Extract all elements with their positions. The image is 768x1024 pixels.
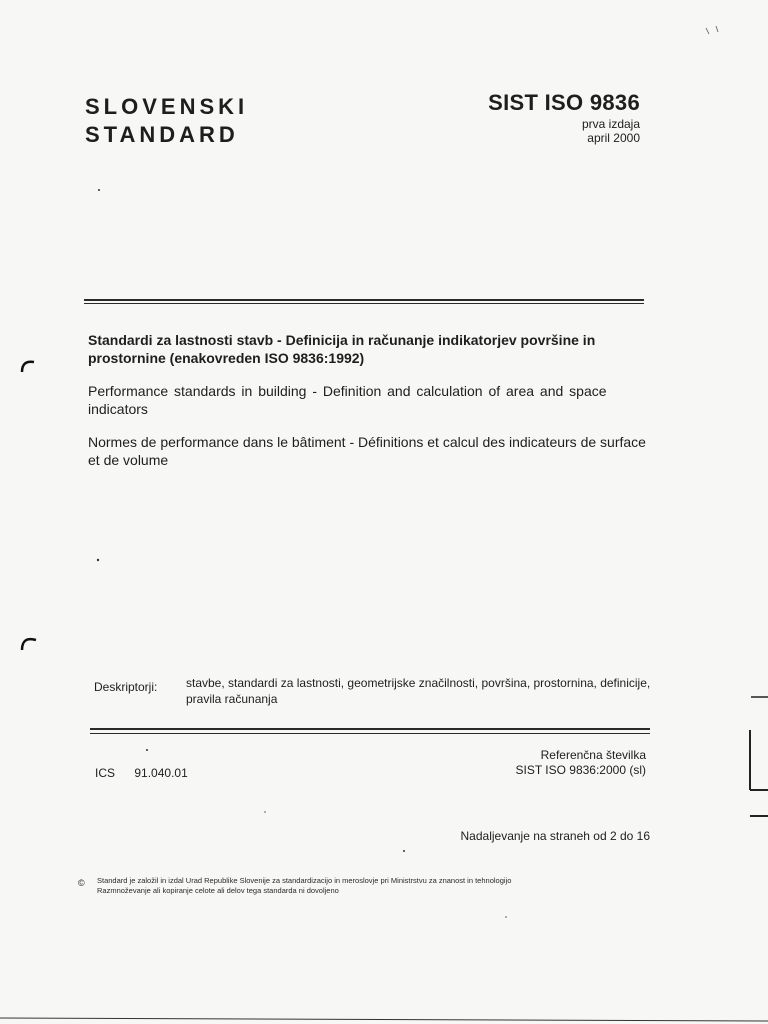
- continuation-note: Nadaljevanje na straneh od 2 do 16: [460, 829, 650, 843]
- title-english: Performance standards in building - Definition and calculation of area and space indicators: [88, 383, 607, 417]
- speck: [146, 749, 148, 751]
- standard-heading-line2: STANDARD: [85, 122, 239, 147]
- descriptors-label: Deskriptorji:: [94, 680, 158, 694]
- speck: [97, 559, 99, 561]
- reference-number: SIST ISO 9836:2000 (sl): [515, 763, 646, 777]
- title-french: Normes de performance dans le bâtiment - Définitions et calcul des indicateurs de surface et de volume: [88, 434, 646, 468]
- speck: [264, 811, 266, 813]
- punch-hole-mark-bottom: [22, 639, 36, 650]
- copyright-icon: ©: [78, 878, 85, 888]
- standard-heading-line1: SLOVENSKI: [85, 94, 249, 119]
- title-slovenian: Standardi za lastnosti stavb - Definicija in računanje indikatorjev površine in prostornine (enakovreden ISO 9836:1992): [88, 332, 596, 366]
- speck: [98, 189, 100, 191]
- footer-line2: Razmnoževanje ali kopiranje celote ali delov tega standarda ni dovoljeno: [97, 886, 339, 895]
- standard-number: SIST ISO 9836: [488, 90, 640, 115]
- bottom-edge-line: [0, 1018, 768, 1021]
- descriptors-text: stavbe, standardi za lastnosti, geometrijske značilnosti, površina, prostornina, definicije, pravila računanja: [186, 676, 651, 706]
- publication-date: april 2000: [587, 131, 640, 145]
- punch-hole-mark-top: [22, 362, 34, 372]
- edition-label: prva izdaja: [581, 117, 640, 131]
- footer-line1: Standard je založil in izdal Urad Republike Slovenije za standardizacijo in meroslovje pri Ministrstvu za znanost in tehnologijo: [97, 876, 512, 885]
- reference-label: Referenčna številka: [540, 748, 646, 762]
- ics-label: ICS: [95, 766, 116, 780]
- ics-code: 91.040.01: [134, 766, 188, 780]
- speck: [403, 850, 405, 852]
- corner-marks: [706, 26, 718, 34]
- speck: [505, 916, 507, 918]
